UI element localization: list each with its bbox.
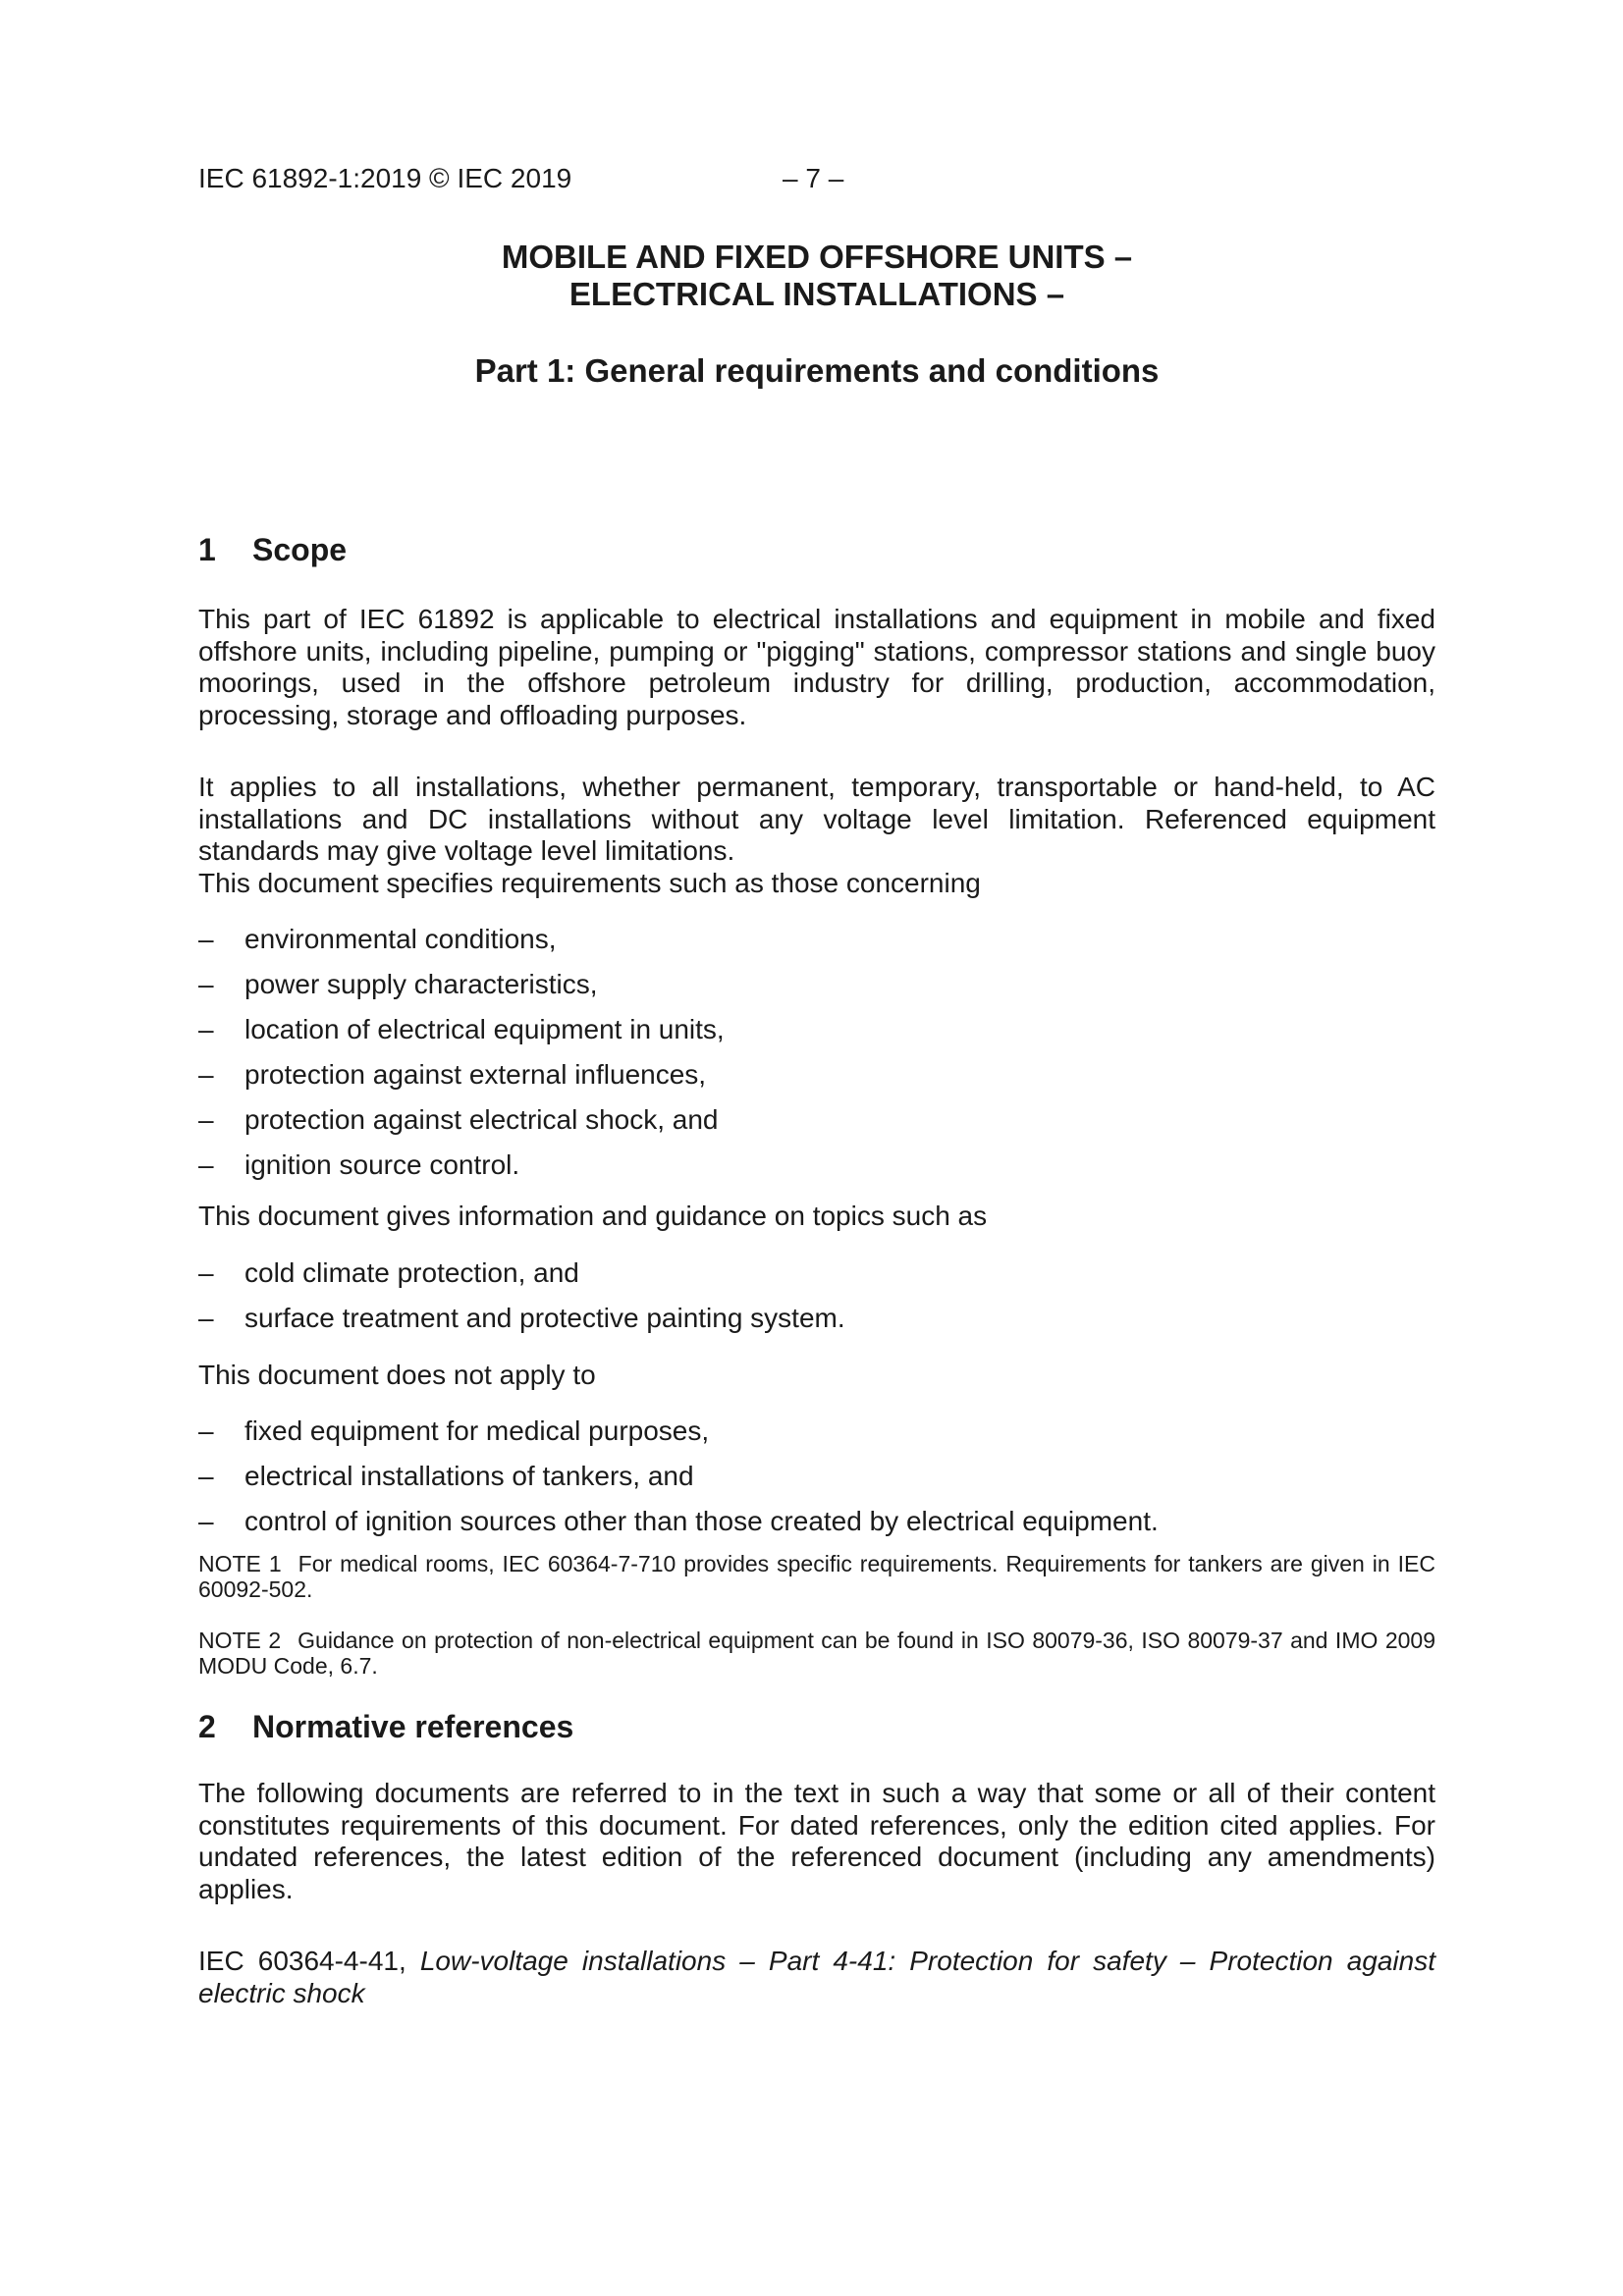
list-item (198, 1461, 1435, 1506)
scope-paragraph-1: This part of IEC 61892 is applicable to electrical installations and equipment in mobile and fixed offshore units, including pipeline, pumping or "pigging" stations, compressor stations and single buoy moorings, used in the offshore petroleum industry for drilling, production, accommodation, processing, storage and offloading purposes. (198, 604, 1435, 730)
list-item (198, 1303, 1435, 1340)
list-item (198, 1059, 1435, 1104)
title-line-1: MOBILE AND FIXED OFFSHORE UNITS – (501, 239, 1133, 275)
dash-bullet: – (198, 969, 214, 999)
list-item-text: ignition source control. (244, 1149, 520, 1180)
document-title (198, 239, 1435, 390)
section-number: 2 (198, 1709, 216, 1744)
section-title: Scope (252, 532, 348, 567)
dash-bullet: – (198, 1149, 214, 1180)
list-item-text: power supply characteristics, (244, 969, 598, 999)
guidance-list (198, 1257, 1435, 1340)
document-body (198, 531, 1435, 2009)
note-text: Guidance on protection of non-electrical equipment can be found in ISO 80079-36, ISO 80079-37 and IMO 2009 MODU Code, 6.7. (198, 1628, 1435, 1679)
list-item-text: location of electrical equipment in units, (244, 1014, 725, 1044)
list-item-text: electrical installations of tankers, and (244, 1461, 694, 1491)
title-line-2: ELECTRICAL INSTALLATIONS – (568, 276, 1065, 312)
section-heading-normative-references (198, 1708, 1435, 1745)
dash-bullet: – (198, 1461, 214, 1491)
list-item-text: protection against electrical shock, and (244, 1104, 719, 1135)
note-label: NOTE 1 (198, 1551, 282, 1576)
list-item-text: cold climate protection, and (244, 1256, 579, 1288)
list-item (198, 969, 1435, 1014)
list-item (198, 1014, 1435, 1059)
list-item-text: surface treatment and protective painting system. (244, 1302, 845, 1333)
standard-designation: IEC 61892-1:2019 © IEC 2019 (198, 163, 572, 193)
list-item (198, 1415, 1435, 1461)
dash-bullet: – (198, 1104, 214, 1135)
specifies-list (198, 924, 1435, 1187)
list-item-text: environmental conditions, (244, 924, 557, 954)
dash-bullet: – (198, 1506, 214, 1536)
excludes-intro: This document does not apply to (198, 1359, 596, 1390)
dash-bullet: – (198, 1302, 214, 1333)
specifies-intro: This document specifies requirements such as those concerning (198, 867, 981, 898)
dash-bullet: – (198, 1256, 214, 1288)
reference-id: IEC 60364-4-41, (198, 1946, 406, 1976)
section-title: Normative references (252, 1709, 574, 1744)
note-label: NOTE 2 (198, 1628, 282, 1653)
list-item (198, 1506, 1435, 1543)
dash-bullet: – (198, 1014, 214, 1044)
note-2 (198, 1628, 1435, 1679)
guidance-intro: This document gives information and guidance on topics such as (198, 1201, 988, 1231)
dash-bullet: – (198, 1415, 214, 1446)
normative-references-paragraph: The following documents are referred to in the text in such a way that some or all of their content constitutes requirements of this document. For dated references, only the edition cited applies. For undated references, the latest edition of the referenced document (including any amendments) applies. (198, 1778, 1435, 1904)
scope-paragraph-2: It applies to all installations, whether permanent, temporary, transportable or hand-held, to AC installations and DC installations without any voltage level limitation. Referenced equipment standards may give voltage level limitations. (198, 772, 1435, 866)
excludes-list (198, 1415, 1435, 1543)
list-item (198, 1149, 1435, 1187)
reference-entry (198, 1946, 1435, 2009)
list-item-text: protection against external influences, (244, 1059, 707, 1090)
list-item (198, 1257, 1435, 1303)
note-text: For medical rooms, IEC 60364-7-710 provides specific requirements. Requirements for tankers are given in IEC 60092-502. (198, 1551, 1435, 1602)
list-item (198, 924, 1435, 969)
list-item-text: control of ignition sources other than those created by electrical equipment. (244, 1506, 1159, 1536)
reference-title: Low-voltage installations – Part 4-41: Protection for safety – Protection against electric shock (198, 1946, 1435, 2008)
section-heading-scope (198, 531, 1435, 568)
list-item (198, 1104, 1435, 1149)
section-number: 1 (198, 532, 216, 567)
list-item-text: fixed equipment for medical purposes, (244, 1415, 710, 1446)
dash-bullet: – (198, 924, 214, 954)
dash-bullet: – (198, 1059, 214, 1090)
note-1 (198, 1551, 1435, 1602)
page-number: – 7 – (783, 163, 844, 193)
part-title: Part 1: General requirements and conditions (474, 352, 1160, 389)
